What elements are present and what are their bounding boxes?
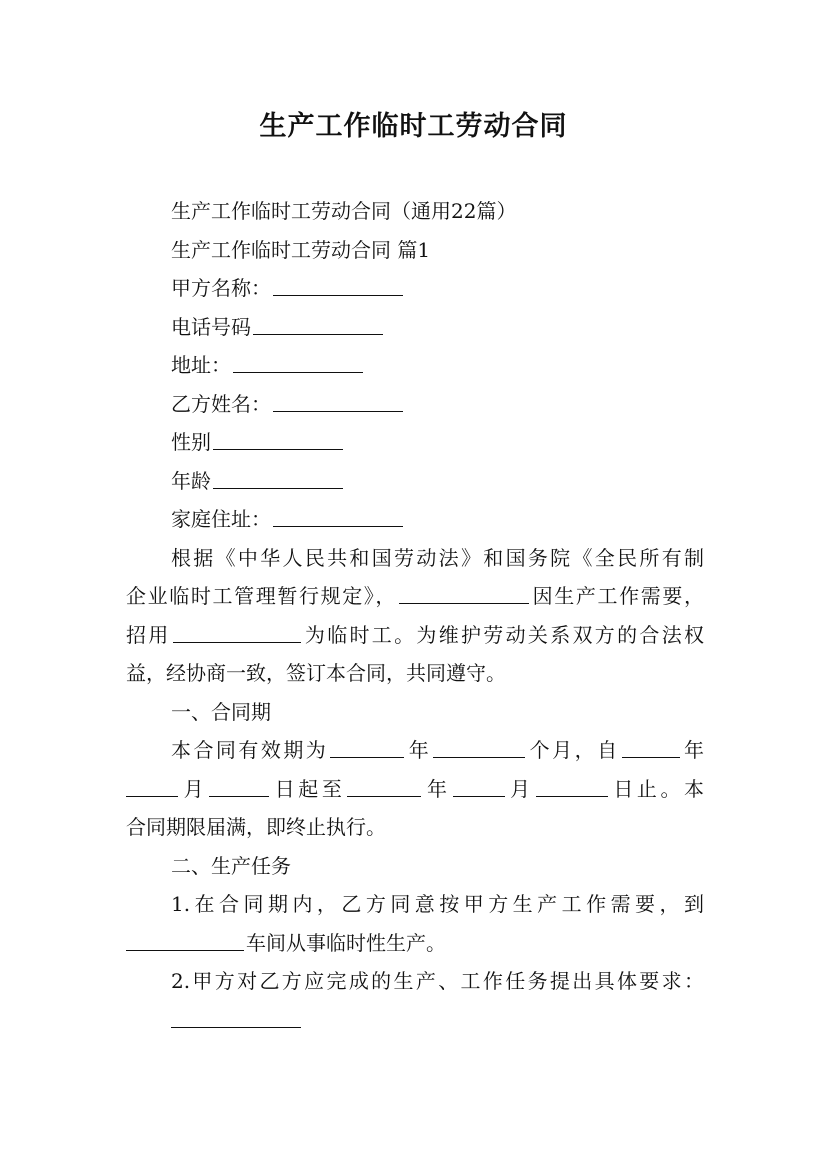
blank-line: [273, 273, 403, 296]
document-body: [126, 192, 704, 1039]
section-1-line-1: [126, 731, 704, 770]
section-text: 日起至: [271, 776, 346, 801]
section-text: 年: [406, 738, 432, 762]
section-text: 本合同有效期为: [171, 738, 329, 762]
document-subtitle: 生产工作临时工劳动合同（通用22篇）: [171, 199, 517, 223]
field-label: 乙方姓名：: [171, 391, 271, 416]
field-home-address: [126, 500, 704, 539]
section-text: 月: [180, 776, 208, 801]
field-address: [126, 346, 704, 385]
blank-line: [330, 735, 404, 758]
section-text: 年: [423, 776, 451, 801]
blank-line: [233, 350, 363, 373]
blank-line: [171, 1005, 301, 1028]
section-1-line-2: [126, 770, 704, 809]
preamble-line-1: 根据《中华人民共和国劳动法》和国务院《全民所有制: [171, 545, 704, 570]
blank-line: [126, 774, 178, 797]
blank-line: [453, 774, 505, 797]
section-text: 日止。本: [609, 776, 705, 801]
blank-line: [273, 389, 403, 412]
field-gender: [126, 423, 704, 462]
blank-line: [173, 620, 301, 643]
field-age: [126, 462, 704, 501]
section-text: 个月，自: [527, 738, 620, 762]
blank-line: [209, 774, 269, 797]
document-title: 生产工作临时工劳动合同: [259, 111, 568, 142]
blank-line: [253, 312, 383, 335]
blank-line: [433, 735, 525, 758]
field-label: 甲方名称：: [171, 276, 271, 300]
section-1-line-3: 合同期限届满，即终止执行。: [126, 815, 386, 839]
preamble-text: 因生产工作需要，: [531, 584, 705, 608]
section-2-item-1: 1.在合同期内，乙方同意按甲方生产工作需要，到: [171, 892, 704, 916]
field-label: 性别: [171, 430, 211, 454]
blank-line: [213, 466, 343, 489]
blank-line: [213, 427, 343, 450]
blank-line: [347, 774, 421, 797]
field-label: 年龄: [171, 468, 211, 493]
preamble-line-4: 益，经协商一致，签订本合同，共同遵守。: [126, 661, 506, 685]
field-label: 地址：: [171, 353, 231, 377]
section-2-item-1-cont: [126, 924, 704, 963]
preamble-text: 企业临时工管理暂行规定》，: [126, 584, 398, 608]
section-text: 年: [681, 738, 705, 762]
blank-line: [273, 504, 403, 527]
section-2-item-2-blank: [126, 1001, 704, 1040]
preamble-line-3: [126, 616, 704, 655]
section-2-heading: 二、生产任务: [171, 853, 291, 878]
field-party-a-name: [126, 269, 704, 308]
field-label: 家庭住址：: [171, 507, 271, 531]
section-text: 月: [506, 776, 534, 801]
section-heading: 生产工作临时工劳动合同 篇1: [171, 237, 431, 262]
blank-line: [399, 581, 529, 604]
field-party-b-name: [126, 385, 704, 424]
blank-line: [126, 928, 244, 951]
preamble-line-2: [126, 577, 704, 616]
section-text: 车间从事临时性生产。: [246, 930, 446, 955]
preamble-text: 招用: [126, 622, 171, 647]
section-2-item-2: 2.甲方对乙方应完成的生产、工作任务提出具体要求：: [171, 969, 704, 993]
blank-line: [622, 735, 680, 758]
field-phone: [126, 308, 704, 347]
field-label: 电话号码: [171, 314, 251, 339]
blank-line: [536, 774, 608, 797]
section-1-heading: 一、合同期: [171, 699, 271, 724]
preamble-text: 为临时工。为维护劳动关系双方的合法权: [302, 622, 705, 647]
